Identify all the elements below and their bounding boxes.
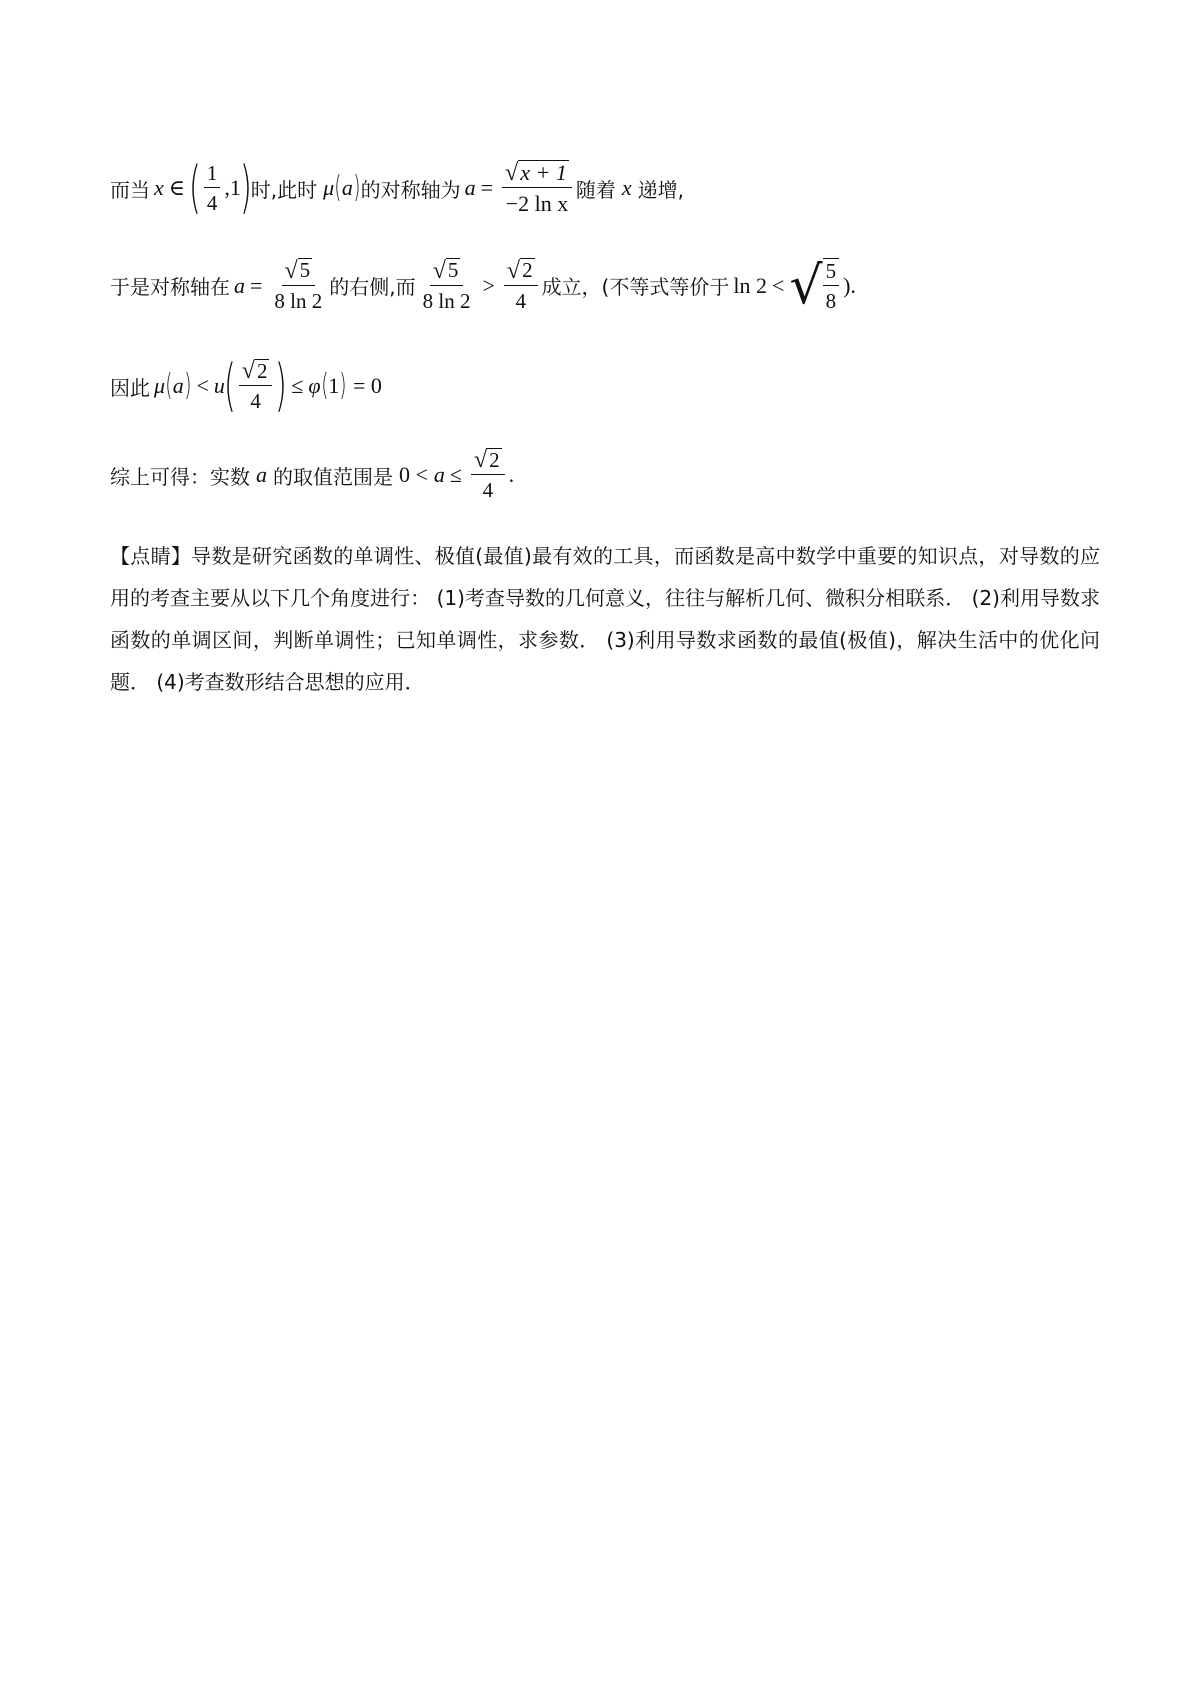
var-phi: φ: [308, 373, 321, 398]
left-paren: (: [165, 368, 173, 403]
right-paren: ): [353, 170, 361, 206]
less-than: <: [196, 373, 209, 398]
text: 随着: [575, 177, 616, 202]
one: 1: [328, 373, 340, 398]
left-paren: (: [320, 368, 328, 403]
less-equal: ≤: [449, 462, 462, 488]
fraction: √ x + 1 −2 ln x: [502, 160, 572, 217]
comma-one: ,1: [224, 175, 241, 201]
var-x: x: [621, 175, 632, 201]
var-a: a: [172, 373, 184, 398]
text: 于是对称轴在: [110, 275, 230, 300]
math-line-2: [110, 255, 856, 316]
fraction: √ 2 4: [471, 448, 505, 502]
right-paren: ): [184, 368, 192, 403]
var-a: a: [464, 175, 476, 201]
equals: =: [250, 272, 263, 298]
dianjing-paragraph: 【点睛】导数是研究函数的单调性、极值(最值)最有效的工具，而函数是高中数学中重要的知识点，对导数的应用的考查主要从以下几个角度进行： (1)考查导数的几何意义，往往与解析几何、微积分相联系． (2)利用导数求函数的单调区间，判断单调性；已知单调性，求参数． (3)利用导数求函数的最值(极值)，解决生活中的优化问题． (4)考查数形结合思想的应用．: [110, 544, 1100, 694]
var-mu: μ: [154, 373, 166, 398]
fraction: √ 5 8 ln 2: [422, 257, 471, 313]
fraction: √ 2 4: [504, 258, 538, 312]
fraction: √ 2 4: [239, 359, 273, 413]
fraction: $\frac{1}{4}$: [204, 161, 221, 215]
text: 递增,: [637, 177, 684, 202]
left-paren: (: [223, 353, 236, 418]
text: 而当: [110, 177, 150, 202]
var-x: x: [154, 175, 164, 201]
text: 时,此时: [250, 177, 318, 202]
right-paren: ): [275, 353, 288, 418]
text: 综上可得：实数: [110, 464, 250, 489]
math-line-3: [110, 353, 382, 418]
var-u: u: [213, 373, 225, 398]
var-mu: μ: [323, 175, 335, 201]
less-equal: ≤: [291, 373, 304, 398]
left-paren: (: [334, 170, 342, 206]
period: .: [508, 462, 515, 488]
var-a: a: [234, 272, 245, 298]
right-paren: ): [339, 368, 347, 403]
ln-two: ln 2: [733, 272, 767, 298]
sqrt: √ x + 1: [505, 160, 567, 187]
left-paren: (: [188, 155, 202, 221]
math-line-4: [110, 448, 514, 502]
text: 的对称轴为: [360, 177, 461, 202]
text: 的取值范围是: [273, 464, 393, 489]
zero-lt: 0 <: [399, 462, 428, 488]
fraction: √ 5 8 ln 2: [274, 257, 323, 313]
text: 成立，(不等式等价于: [541, 275, 730, 300]
var-a: a: [433, 462, 445, 488]
text: 因此: [110, 375, 150, 400]
var-a: a: [341, 175, 353, 201]
symbol-in: ∈: [168, 175, 186, 201]
sqrt-fraction: √ $\frac{5}{8}$: [789, 258, 839, 313]
greater-than: >: [482, 272, 495, 298]
equals: =: [480, 175, 494, 201]
right-paren: ): [239, 155, 252, 221]
less-than: <: [772, 272, 785, 298]
equals-zero: = 0: [352, 373, 382, 398]
text: 的右侧,而: [329, 275, 416, 300]
math-line-1: [110, 155, 684, 221]
var-a: a: [256, 462, 267, 488]
text: ).: [843, 272, 856, 298]
